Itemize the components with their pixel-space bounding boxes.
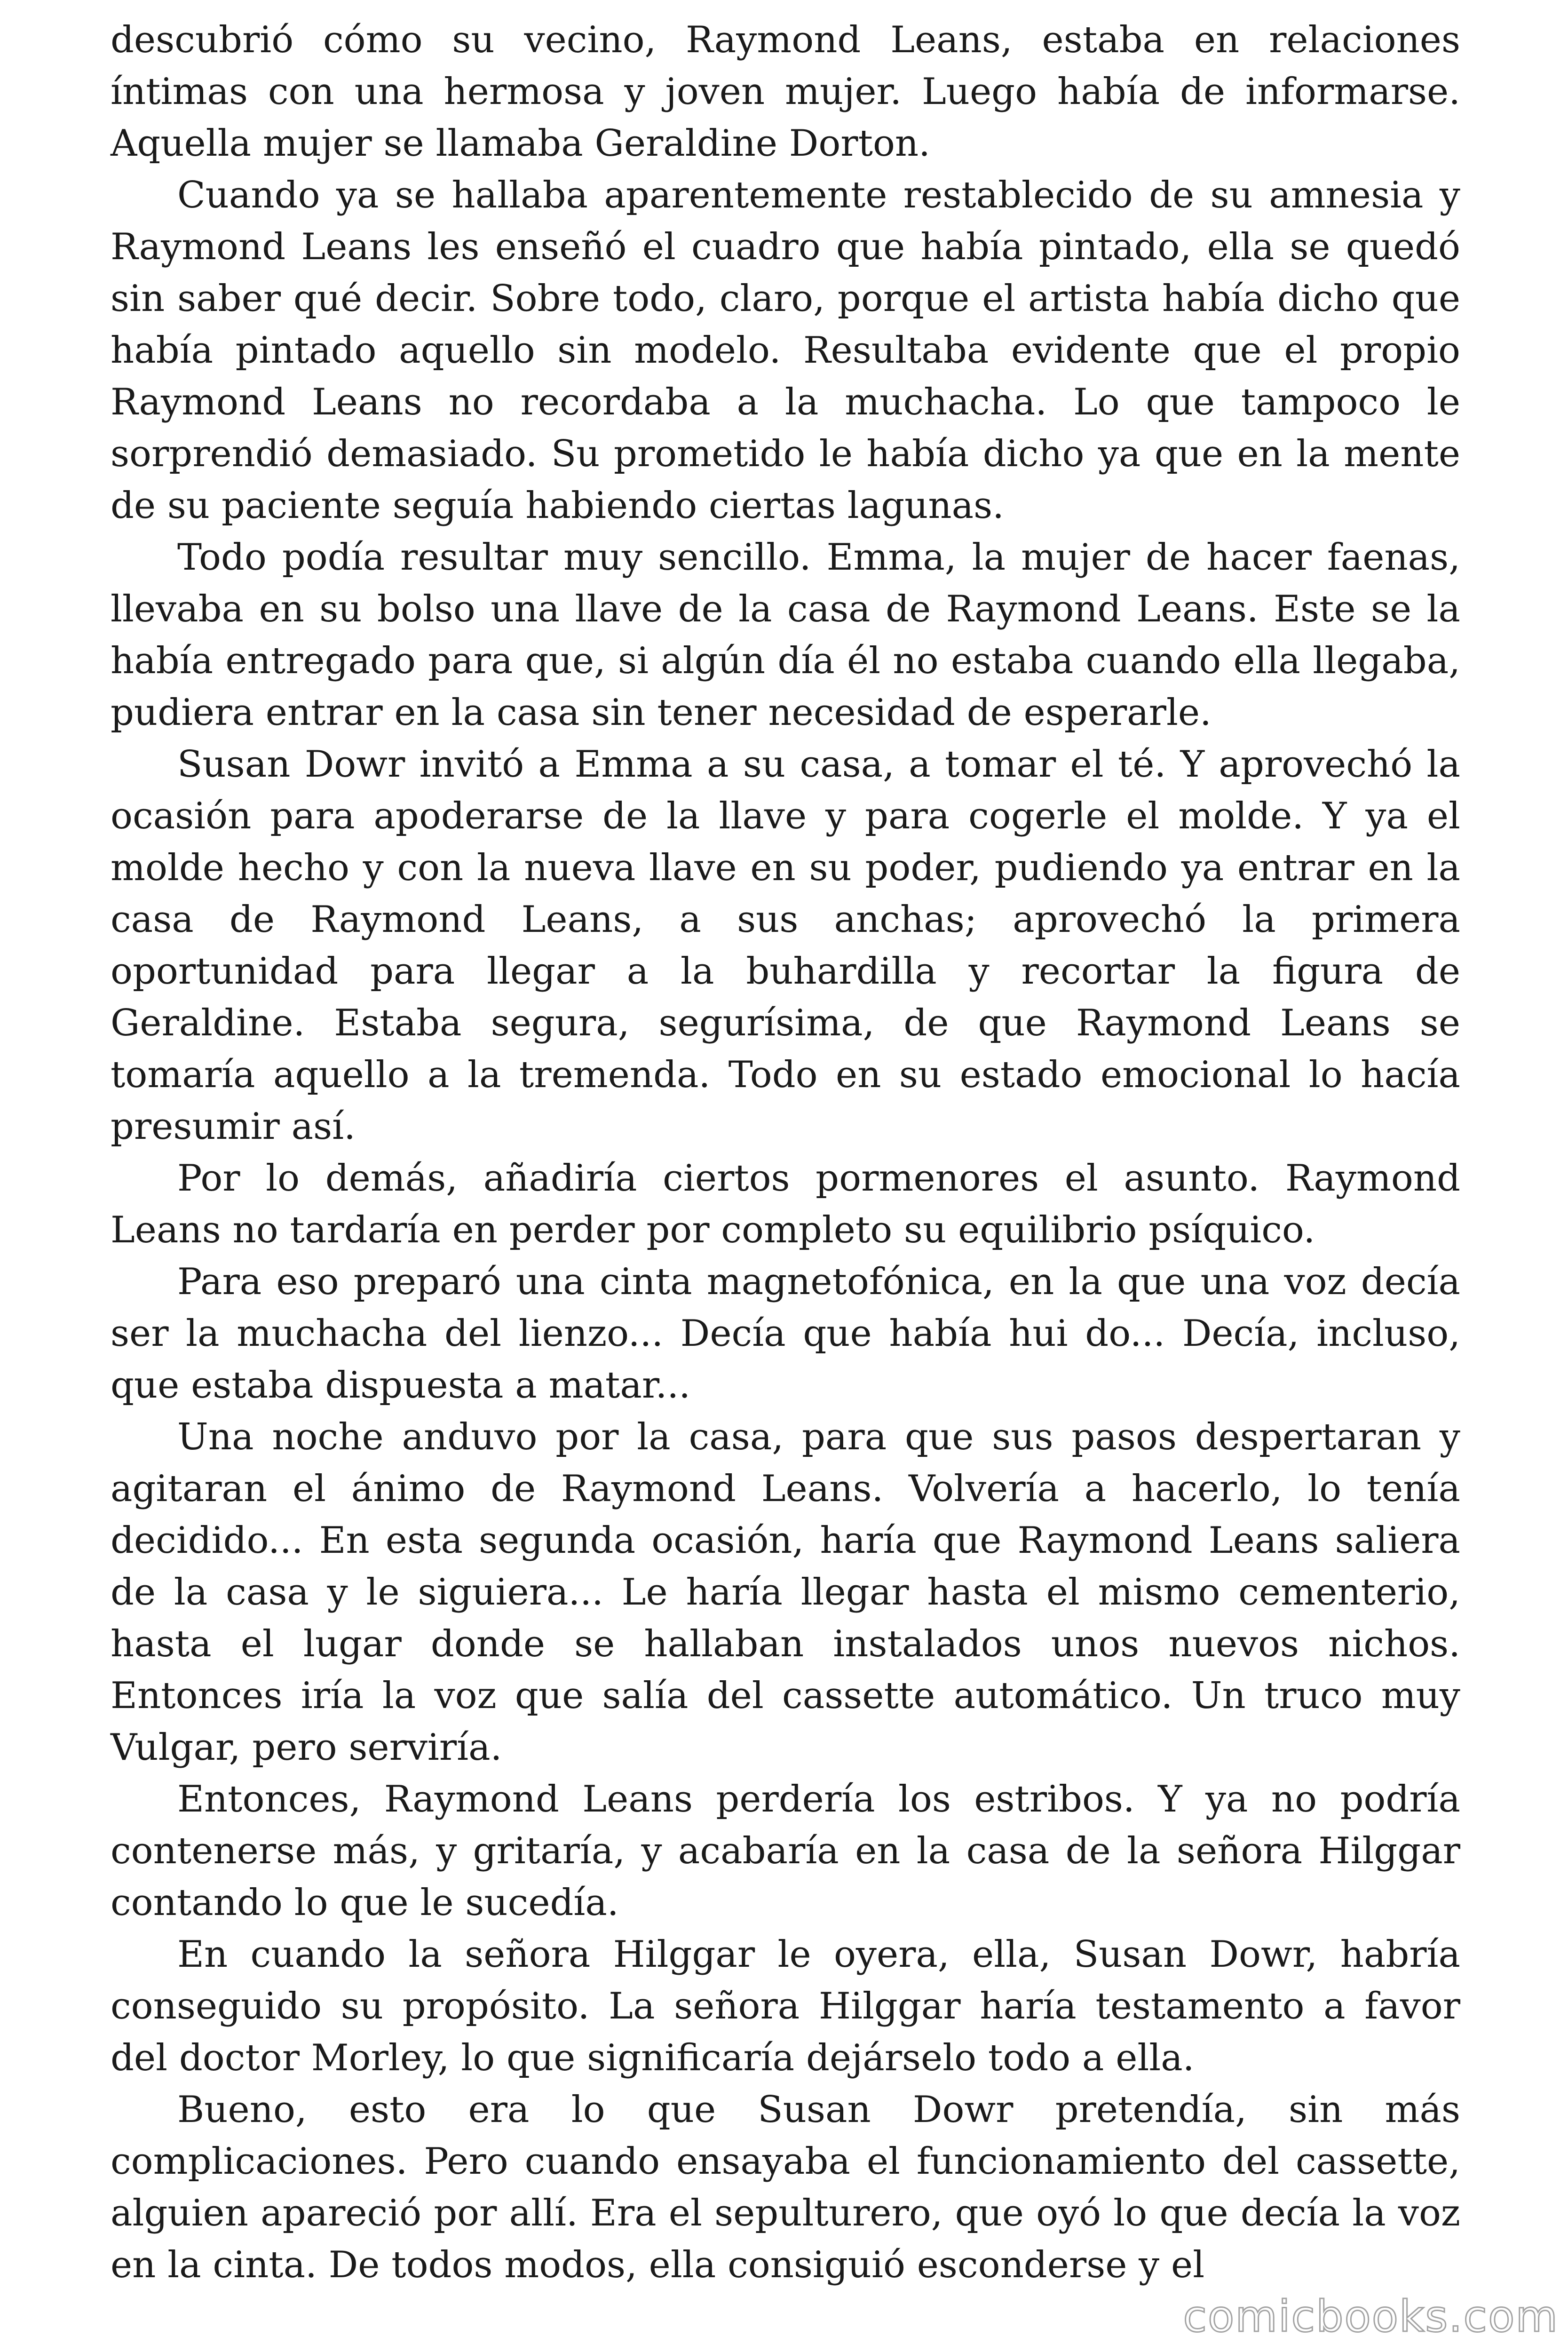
paragraph-8: Entonces, Raymond Leans perdería los estribos. Y ya no podría contenerse más, y gritaría, y acabaría en la casa de la señora Hilggar contando lo que le sucedía. bbox=[111, 1778, 1460, 1924]
watermark: comicbooks.com bbox=[1183, 2291, 1559, 2342]
paragraph-9: En cuando la señora Hilggar le oyera, ella, Susan Dowr, habría conseguido su propósito. La señora Hilggar haría testamento a favor del doctor Morley, lo que significaría dejárselo todo a ella. bbox=[111, 1933, 1460, 2079]
body-text bbox=[111, 14, 1460, 2291]
paragraph-3: Todo podía resultar muy sencillo. Emma, la mujer de hacer faenas, llevaba en su bolso una llave de la casa de Raymond Leans. Este se la había entregado para que, si algún día él no estaba cuando ella llegaba, pudiera entrar en la casa sin tener necesidad de esperarle. bbox=[111, 536, 1460, 734]
paragraph-1: descubrió cómo su vecino, Raymond Leans, estaba en relaciones íntimas con una hermosa y joven mujer. Luego había de informarse. Aquella mujer se llamaba Geraldine Dorton. bbox=[111, 19, 1460, 165]
paragraph-5: Por lo demás, añadiría ciertos pormenores el asunto. Raymond Leans no tardaría en perder por completo su equilibrio psíquico. bbox=[111, 1157, 1460, 1251]
paragraph-10: Bueno, esto era lo que Susan Dowr pretendía, sin más complicaciones. Pero cuando ensayaba el funcionamiento del cassette, alguien apareció por allí. Era el sepulturero, que oyó lo que decía la voz en la cinta. De todos modos, ella consiguió esconderse y el bbox=[111, 2089, 1460, 2286]
paragraph-4: Susan Dowr invitó a Emma a su casa, a tomar el té. Y aprovechó la ocasión para apoderarse de la llave y para cogerle el molde. Y ya el molde hecho y con la nueva llave en su poder, pudiendo ya entrar en la casa de Raymond Leans, a sus anchas; aprovechó la primera oportunidad para llegar a la buhardilla y recortar la figura de Geraldine. Estaba segura, segurísima, de que Raymond Leans se tomaría aquello a la tremenda. Todo en su estado emocional lo hacía presumir así. bbox=[111, 743, 1460, 1148]
paragraph-6: Para eso preparó una cinta magnetofónica, en la que una voz decía ser la muchacha del lienzo... Decía que había hui do... Decía, incluso, que estaba dispuesta a matar... bbox=[111, 1261, 1460, 1406]
paragraph-7: Una noche anduvo por la casa, para que sus pasos despertaran y agitaran el ánimo de Raymond Leans. Volvería a hacerlo, lo tenía decidido... En esta segunda ocasión, haría que Raymond Leans saliera de la casa y le siguiera... Le haría llegar hasta el mismo cementerio, hasta el lugar donde se hallaban instalados unos nuevos nichos. Entonces iría la voz que salía del cassette automático. Un truco muy Vulgar, pero serviría. bbox=[111, 1416, 1460, 1769]
paragraph-2: Cuando ya se hallaba aparentemente restablecido de su amnesia y Raymond Leans les enseñó el cuadro que había pintado, ella se quedó sin saber qué decir. Sobre todo, claro, porque el artista había dicho que había pintado aquello sin modelo. Resultaba evidente que el propio Raymond Leans no recordaba a la muchacha. Lo que tampoco le sorprendió demasiado. Su prometido le había dicho ya que en la mente de su paciente seguía habiendo ciertas lagunas. bbox=[111, 174, 1460, 527]
